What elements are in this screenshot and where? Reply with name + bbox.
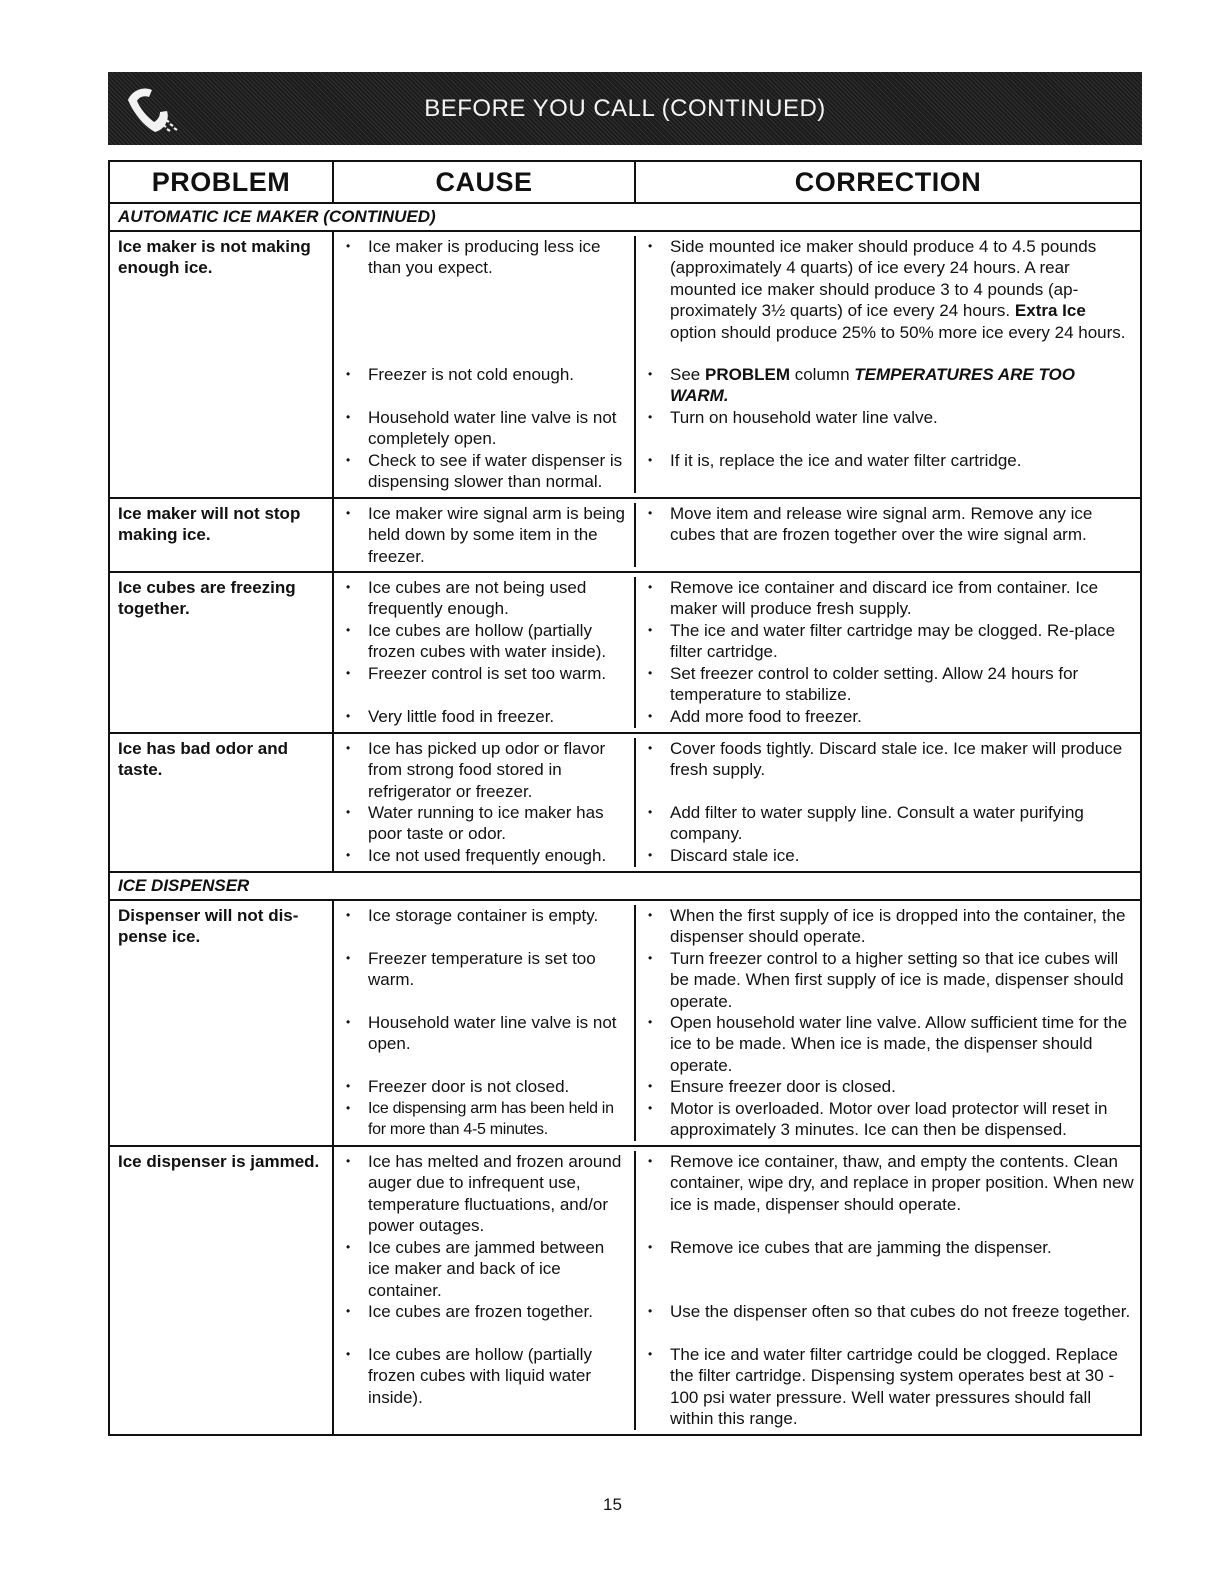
cause-item: • Ice cubes are hollow (partially frozen cubes with water inside).	[334, 620, 636, 663]
correction-item: • Add filter to water supply line. Consult a water purifying company.	[636, 802, 1140, 845]
table-header-row	[110, 162, 1140, 204]
section-title: AUTOMATIC ICE MAKER (CONTINUED)	[110, 204, 1140, 232]
table-row	[110, 232, 1140, 499]
cause-item: • Ice cubes are jammed between ice maker and back of ice container.	[334, 1237, 636, 1301]
cause-header: CAUSE	[334, 162, 636, 202]
correction-item: • Motor is overloaded. Motor over load protector will reset in approximately 3 minutes. Ice can then be dispensed.	[636, 1098, 1140, 1141]
cause-item: • Ice cubes are frozen together.	[334, 1301, 636, 1344]
problem-cell: Ice maker will not stop making ice.	[110, 499, 334, 571]
correction-item: • Cover foods tightly. Discard stale ice. Ice maker will produce fresh supply.	[636, 738, 1140, 802]
table-row	[110, 1147, 1140, 1434]
correction-item: • Side mounted ice maker should produce 4 to 4.5 pounds (approximately 4 quarts) of ice every 24 hours. A rear mounted ice maker should produce 3 to 4 pounds (ap-proximately 3½ quarts) of ice every 24 hours. Extra Ice option should produce 25% to 50% more ice every 24 hours.	[636, 236, 1140, 364]
cause-item: • Ice cubes are not being used frequently enough.	[334, 577, 636, 620]
cause-item: • Ice cubes are hollow (partially frozen cubes with liquid water inside).	[334, 1344, 636, 1430]
cause-item: • Household water line valve is not open.	[334, 1012, 636, 1076]
table-row	[110, 573, 1140, 734]
correction-item: • Remove ice container, thaw, and empty the contents. Clean container, wipe dry, and replace in proper position. When new ice is made, dispenser should operate.	[636, 1151, 1140, 1237]
cause-item: • Ice has melted and frozen around auger due to infrequent use, temperature fluctuations, and/or power outages.	[334, 1151, 636, 1237]
correction-item: • The ice and water filter cartridge could be clogged. Replace the filter cartridge. Dispensing system operates best at 30 - 100 psi water pressure. Well water pressures should fall within this range.	[636, 1344, 1140, 1430]
banner-title: BEFORE YOU CALL (CONTINUED)	[424, 94, 826, 122]
correction-item: • Remove ice container and discard ice from container. Ice maker will produce fresh supply.	[636, 577, 1140, 620]
cause-item: • Household water line valve is not completely open.	[334, 407, 636, 450]
correction-item: • Ensure freezer door is closed.	[636, 1076, 1140, 1098]
correction-item: • Remove ice cubes that are jamming the dispenser.	[636, 1237, 1140, 1301]
cause-item: • Very little food in freezer.	[334, 706, 636, 728]
cause-item: • Ice dispensing arm has been held in for more than 4-5 minutes.	[334, 1098, 636, 1141]
cause-item: • Check to see if water dispenser is dispensing slower than normal.	[334, 450, 636, 493]
cause-item: • Ice has picked up odor or flavor from strong food stored in refrigerator or freezer.	[334, 738, 636, 802]
problem-cell: Ice cubes are freezing together.	[110, 573, 334, 732]
correction-item: • Turn freezer control to a higher setting so that ice cubes will be made. When first supply of ice is made, dispenser should operate.	[636, 948, 1140, 1012]
table-row	[110, 901, 1140, 1147]
cause-item: • Water running to ice maker has poor taste or odor.	[334, 802, 636, 845]
cause-item: • Ice not used frequently enough.	[334, 845, 636, 867]
cause-item: • Ice maker wire signal arm is being held down by some item in the freezer.	[334, 503, 636, 567]
correction-item: • Open household water line valve. Allow sufficient time for the ice to be made. When ice is made, the dispenser should operate.	[636, 1012, 1140, 1076]
table-row	[110, 499, 1140, 573]
section-title: ICE DISPENSER	[110, 873, 1140, 901]
correction-item: • When the first supply of ice is dropped into the container, the dispenser should operate.	[636, 905, 1140, 948]
correction-item: • See PROBLEM column TEMPERATURES ARE TOO WARM.	[636, 364, 1140, 407]
page-number: 15	[603, 1495, 622, 1514]
cause-item: • Ice maker is producing less ice than you expect.	[334, 236, 636, 364]
cause-item: • Freezer temperature is set too warm.	[334, 948, 636, 1012]
correction-item: • Add more food to freezer.	[636, 706, 1140, 728]
correction-header: CORRECTION	[794, 166, 982, 197]
cause-item: • Ice storage container is empty.	[334, 905, 636, 948]
phone-handset-icon	[122, 80, 184, 138]
table-row	[110, 734, 1140, 873]
problem-cell: Ice maker is not making enough ice.	[110, 232, 334, 497]
correction-item: • Turn on household water line valve.	[636, 407, 1140, 450]
correction-item: • Use the dispenser often so that cubes do not freeze together.	[636, 1301, 1140, 1344]
correction-item: • Discard stale ice.	[636, 845, 1140, 867]
problem-cell: Ice dispenser is jammed.	[110, 1147, 334, 1434]
header-banner	[108, 72, 1142, 145]
cause-item: • Freezer control is set too warm.	[334, 663, 636, 706]
correction-item: • If it is, replace the ice and water filter cartridge.	[636, 450, 1140, 493]
correction-item: • Move item and release wire signal arm. Remove any ice cubes that are frozen together over the wire signal arm.	[636, 503, 1140, 567]
cause-item: • Freezer door is not closed.	[334, 1076, 636, 1098]
problem-cell: Ice has bad odor and taste.	[110, 734, 334, 871]
correction-item: • Set freezer control to colder setting. Allow 24 hours for temperature to stabilize.	[636, 663, 1140, 706]
correction-item: • The ice and water filter cartridge may be clogged. Re-place filter cartridge.	[636, 620, 1140, 663]
cause-item: • Freezer is not cold enough.	[334, 364, 636, 407]
troubleshooting-table	[108, 160, 1142, 1436]
problem-cell: Dispenser will not dis-pense ice.	[110, 901, 334, 1145]
problem-header: PROBLEM	[110, 162, 334, 202]
